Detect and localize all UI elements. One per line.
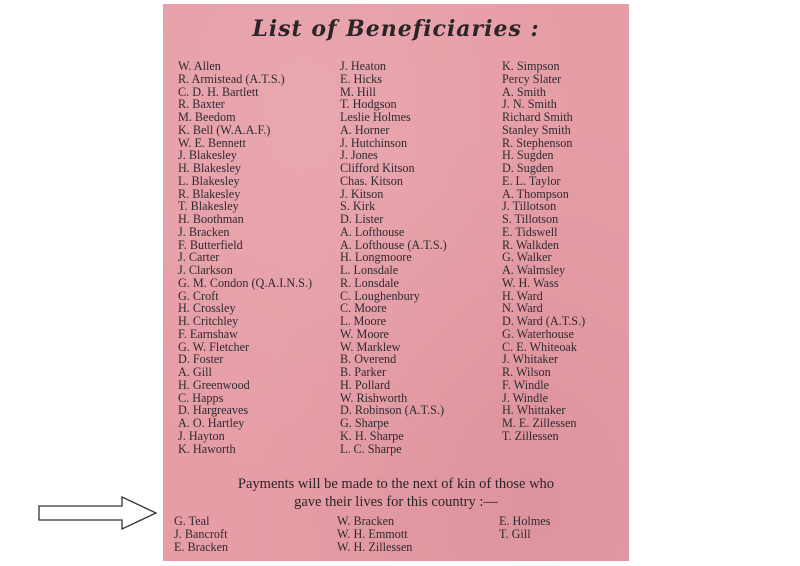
name-entry: F. Earnshaw (178, 326, 238, 341)
beneficiaries-column-1 (178, 60, 312, 455)
name-entry: F. Windle (502, 377, 550, 392)
name-entry: A. Thompson (502, 186, 569, 201)
name-entry: G. Walker (502, 250, 552, 265)
name-entry: W. Moore (340, 326, 389, 341)
name-entry: D. Hargreaves (178, 403, 249, 418)
name-entry: G. Teal (174, 514, 210, 528)
name-entry: M. Hill (340, 84, 376, 99)
name-entry: S. Tillotson (502, 212, 559, 226)
name-entry: T. Blakesley (178, 199, 239, 214)
name-entry: W. H. Wass (502, 275, 559, 290)
name-entry: W. H. Zillessen (337, 539, 413, 554)
name-entry: L. Blakesley (178, 173, 240, 188)
name-entry: N. Ward (502, 301, 543, 316)
name-entry: R. Blakesley (178, 186, 241, 201)
name-entry: D. Sugden (502, 161, 554, 175)
name-entry: S. Kirk (340, 199, 376, 214)
beneficiaries-column-3 (502, 60, 585, 443)
name-entry: H. Blakesley (178, 161, 241, 175)
name-entry: H. Pollard (340, 377, 391, 392)
name-entry: C. Moore (340, 301, 387, 316)
name-entry: W. Marklew (340, 339, 401, 354)
name-entry: C. E. Whiteoak (502, 339, 577, 354)
name-entry: K. H. Sharpe (340, 428, 404, 443)
name-entry: H. Whittaker (502, 403, 566, 418)
name-entry: R. Baxter (178, 97, 225, 112)
next-of-kin-column-3 (499, 515, 550, 541)
name-entry: H. Boothman (178, 212, 244, 226)
name-entry: W. E. Bennett (178, 135, 246, 150)
name-entry: T. Zillessen (502, 428, 559, 443)
beneficiaries-sheet (163, 4, 629, 561)
name-entry: E. L. Taylor (502, 173, 561, 188)
name-entry: E. Tidswell (502, 224, 558, 239)
name-entry: J. Bancroft (174, 526, 228, 541)
name-entry: D. Lister (340, 212, 384, 226)
name-entry: G. W. Fletcher (178, 339, 250, 354)
name-entry: A. Gill (178, 365, 212, 379)
name-entry: J. Blakesley (178, 148, 237, 163)
name-entry: R. Walkden (502, 237, 560, 252)
name-entry: R. Armistead (A.T.S.) (178, 71, 285, 86)
name-entry: A. O. Hartley (178, 416, 245, 430)
next-of-kin-column-2 (337, 515, 412, 553)
name-entry: R. Wilson (502, 365, 551, 379)
name-entry: W. Rishworth (340, 390, 408, 405)
name-entry: A. Lofthouse (340, 224, 405, 239)
name-entry: J. Carter (178, 250, 220, 265)
name-entry: C. D. H. Bartlett (178, 84, 259, 99)
name-entry: J. Jones (340, 148, 378, 163)
name-entry: J. Hayton (178, 428, 225, 443)
name-entry: G. Waterhouse (502, 326, 574, 341)
name-entry: Leslie Holmes (340, 110, 411, 124)
name-entry: H. Longmoore (340, 250, 412, 265)
name-entry: C. Loughenbury (340, 288, 420, 303)
name-entry: E. Holmes (499, 514, 551, 528)
name-entry: L. C. Sharpe (340, 441, 402, 456)
name-entry: Percy Slater (502, 71, 562, 86)
name-entry: L. Moore (340, 314, 387, 328)
name-entry: M. Beedom (178, 110, 236, 124)
name-entry: C. Happs (178, 390, 224, 405)
name-entry: A. Lofthouse (A.T.S.) (340, 237, 447, 252)
name-entry: A. Smith (502, 84, 547, 99)
beneficiaries-column-2 (340, 60, 447, 455)
name-entry: K. Bell (W.A.A.F.) (178, 122, 271, 137)
name-entry: J. Hutchinson (340, 135, 408, 150)
name-entry: J. Whitaker (502, 352, 558, 367)
name-entry: D. Robinson (A.T.S.) (340, 403, 445, 418)
name-entry: Richard Smith (502, 110, 573, 124)
name-entry: H. Critchley (178, 314, 239, 328)
name-entry: A. Walmsley (502, 263, 566, 277)
name-entry: F. Butterfield (178, 237, 243, 252)
name-entry: J. Clarkson (178, 263, 233, 277)
name-entry: B. Parker (340, 365, 387, 379)
name-entry: K. Simpson (502, 59, 560, 73)
name-entry: J. Tillotson (502, 199, 557, 214)
name-entry: T. Gill (499, 526, 531, 541)
payment-note-line-1: Payments will be made to the next of kin of those who (237, 476, 555, 492)
name-entry: M. E. Zillessen (502, 416, 577, 430)
payment-note (163, 475, 629, 511)
name-entry: G. Sharpe (340, 416, 389, 430)
name-entry: K. Haworth (178, 441, 236, 456)
next-of-kin-column-1 (174, 515, 228, 553)
name-entry: D. Ward (A.T.S.) (502, 314, 586, 328)
name-entry: J. Bracken (178, 224, 230, 239)
name-entry: J. Windle (502, 390, 548, 405)
name-entry: R. Lonsdale (340, 275, 399, 290)
name-entry: Stanley Smith (502, 122, 571, 137)
name-entry: H. Ward (502, 288, 543, 303)
name-entry: R. Stephenson (502, 135, 573, 150)
name-entry: E. Hicks (340, 71, 382, 86)
name-entry: A. Horner (340, 122, 390, 137)
payment-note-line-2: gave their lives for this country :— (294, 494, 498, 510)
name-entry: H. Sugden (502, 148, 554, 163)
name-entry: G. Croft (178, 288, 219, 303)
name-entry: J. Kitson (340, 186, 384, 201)
name-entry: E. Bracken (174, 539, 229, 554)
name-entry: H. Crossley (178, 301, 236, 316)
name-entry: W. Allen (178, 59, 221, 73)
document-title: List of Beneficiaries : (252, 16, 540, 42)
name-entry: J. Heaton (340, 59, 387, 73)
name-entry: Chas. Kitson (340, 173, 403, 188)
name-entry: Clifford Kitson (340, 161, 415, 175)
name-entry: W. Bracken (337, 514, 395, 528)
right-arrow-outline-icon (38, 496, 158, 530)
name-entry: B. Overend (340, 352, 397, 367)
name-entry: D. Foster (178, 352, 224, 367)
name-entry: G. M. Condon (Q.A.I.N.S.) (178, 275, 313, 290)
name-entry: T. Hodgson (340, 97, 397, 112)
name-entry: H. Greenwood (178, 377, 250, 392)
name-entry: J. N. Smith (502, 97, 557, 112)
name-entry: W. H. Emmott (337, 526, 408, 541)
name-entry: L. Lonsdale (340, 263, 399, 277)
